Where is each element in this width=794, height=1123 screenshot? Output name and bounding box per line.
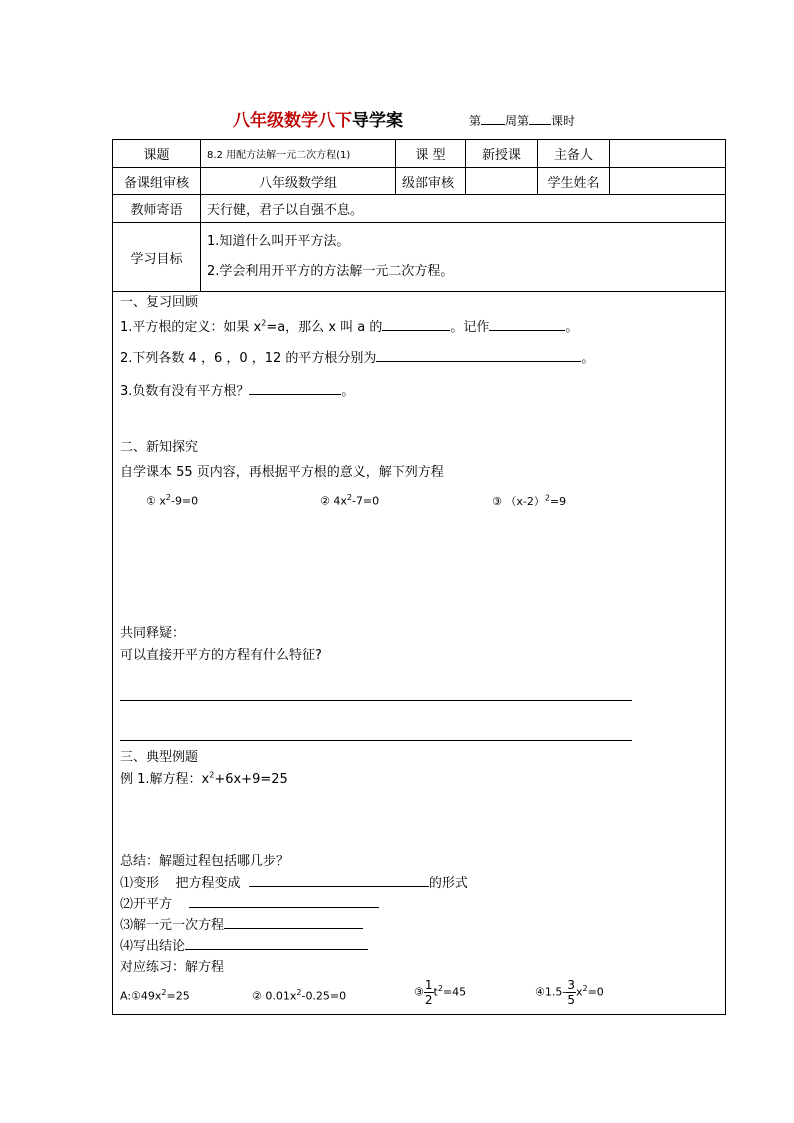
answer-blank[interactable] [376,360,581,362]
practice-4: ④1.5- $\frac{3}{5}$ $x^2=0$ [535,978,604,1007]
answer-line[interactable] [120,700,632,701]
answer-blank[interactable] [249,393,341,395]
answer-line[interactable] [120,740,632,741]
answer-blank[interactable] [224,927,363,929]
student-name-label: 学生姓名 [538,168,610,195]
explore-intro: 自学课本 55 页内容，再根据平方根的意义，解下列方程 [120,465,444,480]
goals-label: 学习目标 [113,223,201,292]
equation-3: ③ $(x-2)^2=9$ [492,493,567,508]
fraction: $\frac{3}{5}$ [567,978,575,1007]
lesson-blank[interactable] [529,123,551,125]
type-value: 新授课 [466,140,538,168]
review-label: 备课组审核 [113,168,201,195]
goals-list [201,223,726,292]
answer-blank[interactable] [249,885,429,887]
discuss-question: 可以直接开平方的方程有什么特征? [120,648,322,663]
page-title: 八年级数学八下导学案 [233,111,403,131]
teacher-msg-value: 天行健，君子以自强不息。 [201,195,726,223]
example-1: 例 1.解方程：$x^2+6x+9=25$ [120,770,288,787]
goal-item: 2.学会利用开平方的方法解一元二次方程。 [207,264,454,279]
step-2: ⑵开平方 [120,893,379,912]
answer-blank[interactable] [489,329,565,331]
week-lesson-field: 第 周第 课时 [469,114,576,128]
topic-label: 课题 [113,140,201,168]
review-question-3: 3.负数有没有平方根？ 。 [120,384,355,399]
review-question-1: 1.平方根的定义：如果 $x^2=a$，那么 x 叫 a 的 。记作 。 [120,318,579,335]
fraction: $\frac{1}{2}$ [424,978,433,1007]
goal-item: 1.知道什么叫开平方法。 [207,234,350,249]
step-1: ⑴变形 把方程变成 的形式 [120,876,468,891]
answer-blank[interactable] [185,948,368,950]
practice-2: ② $0.01x^2-0.25=0$ [252,988,347,1003]
summary-heading: 总结：解题过程包括哪几步？ [120,854,290,869]
topic-value: 8.2 用配方法解一元二次方程(1) [201,140,396,168]
step-4: ⑷写出结论 [120,935,368,954]
discuss-heading: 共同释疑： [120,626,186,641]
teacher-msg-label: 教师寄语 [113,195,201,223]
answer-blank[interactable] [382,329,450,331]
dept-review-value[interactable] [466,168,538,195]
answer-blank[interactable] [189,906,379,908]
week-blank[interactable] [481,123,505,125]
practice-3: ③ $\frac{1}{2}$ $t^2=45$ [414,978,467,1007]
review-heading: 一、复习回顾 [120,295,199,310]
step-3: ⑶解一元一次方程 [120,914,363,933]
dept-review-label: 级部审核 [396,168,466,195]
student-name-value[interactable] [610,168,726,195]
equation-2: ② $4x^2-7=0$ [320,493,380,508]
review-value: 八年级数学组 [201,168,396,195]
practice-heading: 对应练习：解方程 [120,960,225,975]
info-table [112,139,726,292]
preparer-label: 主备人 [538,140,610,168]
preparer-value[interactable] [610,140,726,168]
explore-heading: 二、新知探究 [120,440,199,455]
type-label: 课 型 [396,140,466,168]
examples-heading: 三、典型例题 [120,750,199,765]
review-question-2: 2.下列各数 4 ，6 ，0 ，12 的平方根分别为 。 [120,351,595,366]
practice-1: $A:①49x^2=25$ [120,988,190,1003]
equation-1: ① $x^2-9=0$ [146,493,199,508]
